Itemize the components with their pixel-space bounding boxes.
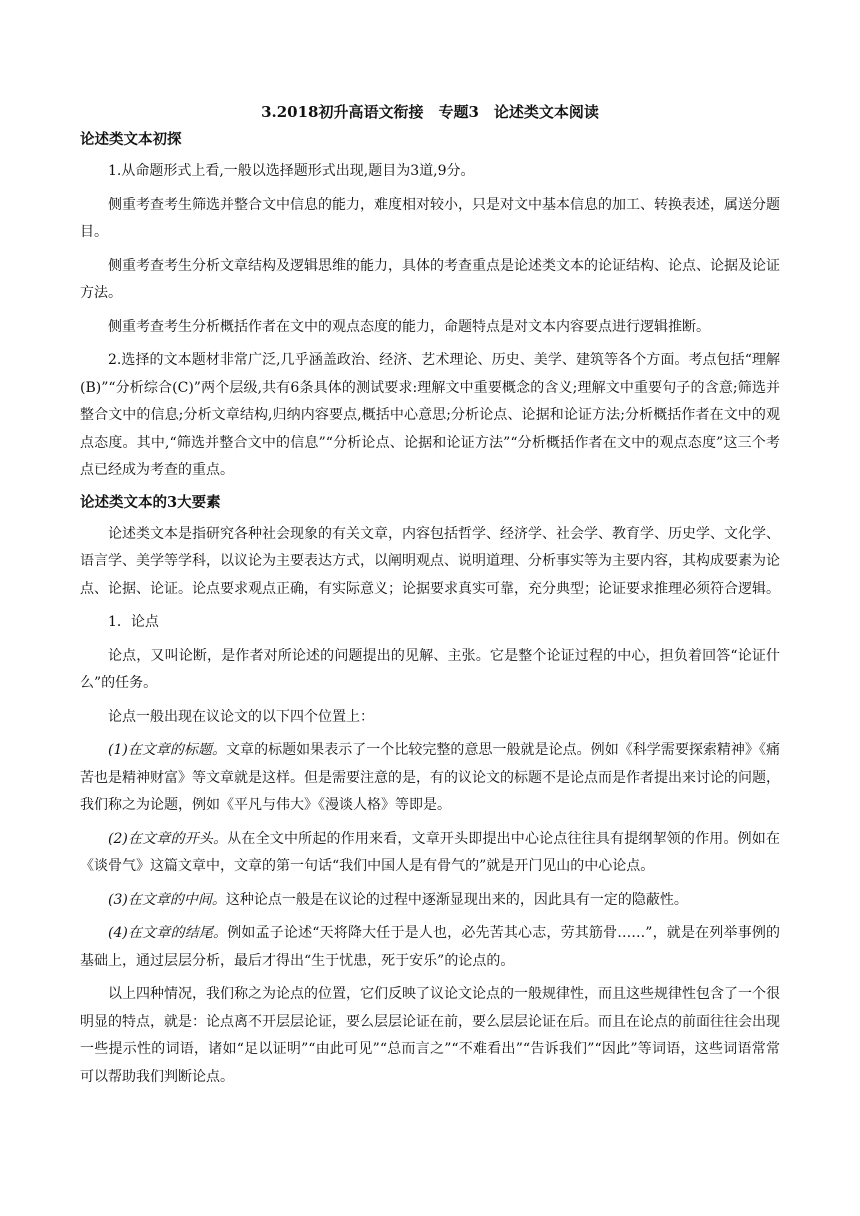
paragraph: 侧重考查考生分析文章结构及逻辑思维的能力，具体的考查重点是论述类文本的论证结构、论点、论据及论证方法。: [80, 257, 780, 301]
item-text: 例如孟子论述“天将降大任于是人也，必先苦其心志，劳其筋骨……”，就是在列举事例的基础上，通过层层分析，最后才得出“生于忧患，死于安乐”的论点的。: [80, 925, 780, 969]
paragraph: [80, 920, 780, 975]
item-lead: (2)在文章的开头。: [108, 830, 228, 847]
paragraph: 1.从命题形式上看,一般以选择题形式出现,题目为3道,9分。: [108, 163, 475, 179]
paragraph: [80, 826, 780, 881]
item-lead: (3)在文章的中间。: [108, 891, 226, 908]
paragraph: 侧重考查考生筛选并整合文中信息的能力，难度相对较小，只是对文中基本信息的加工、转换表述，属送分题目。: [80, 196, 780, 240]
paragraph: 侧重考查考生分析概括作者在文中的观点态度的能力，命题特点是对文本内容要点进行逻辑推断。: [108, 318, 710, 335]
item-text: 这种论点一般是在议论的过程中逐渐显现出来的，因此具有一定的隐蔽性。: [225, 891, 688, 908]
paragraph: 论点，又叫论断，是作者对所论述的问题提出的见解、主张。它是整个论证过程的中心，担负着回答“论证什么”的任务。: [80, 647, 780, 691]
document-title: 3.2018初升高语文衔接 专题3 论述类文本阅读: [261, 103, 599, 121]
item-text: 从在全文中所起的作用来看，文章开头即提出中心论点往往具有提纲挈领的作用。例如在《谈骨气》这篇文章中，文章的第一句话“我们中国人是有骨气的”就是开门见山的中心论点。: [80, 830, 780, 874]
paragraph: [80, 887, 780, 915]
item-lead: (1)在文章的标题。: [108, 742, 227, 758]
item-text: 文章的标题如果表示了一个比较完整的意思一般就是论点。例如《科学需要探索精神》《痛苦也是精神财富》等文章就是这样。但是需要注意的是，有的议论文的标题不是论点而是作者提出来讨论的问题，我们称之为论题，例如《平凡与伟大》《漫谈人格》等即是。: [80, 742, 780, 813]
section-heading-elements: 论述类文本的3大要素: [80, 493, 221, 511]
paragraph: 2.选择的文本题材非常广泛,几乎涵盖政治、经济、艺术理论、历史、美学、建筑等各个方面。考点包括“理解(B)”“分析综合(C)”两个层级,共有6条具体的测试要求:理解文中重要概念的含义;理解文中重要句子的含意;筛选并整合文中的信息;分析文章结构,归纳内容要点,概括中心意思;分析论点、论据和论证方法;分析概括作者在文中的观点态度。其中,“筛选并整合文中的信息”“分析论点、论据和论证方法”“分析概括作者在文中的观点态度”这三个考点已经成为考查的重点。: [80, 352, 780, 478]
section-heading-intro: 论述类文本初探: [80, 131, 182, 148]
paragraph: 论点一般出现在议论文的以下四个位置上：: [108, 708, 374, 725]
paragraph: [80, 737, 780, 820]
document-page: [80, 100, 780, 1097]
item-lead: (4)在文章的结尾。: [108, 925, 228, 941]
paragraph: 以上四种情况，我们称之为论点的位置，它们反映了议论文论点的一般规律性，而且这些规律性包含了一个很明显的特点，就是：论点离不开层层论证，要么层层论证在前，要么层层论证在后。而且在论点的前面往往会出现一些提示性的词语，诸如“足以证明”“由此可见”“总而言之”“不难看出”“告诉我们”“因此”等词语，这些词语常常可以帮助我们判断论点。: [80, 986, 780, 1085]
paragraph: 论述类文本是指研究各种社会现象的有关文章，内容包括哲学、经济学、社会学、教育学、历史学、文化学、语言学、美学等学科，以议论为主要表达方式，以阐明观点、说明道理、分析事实等为主要内容，其构成要素为论点、论据、论证。论点要求观点正确，有实际意义；论据要求真实可靠，充分典型；论证要求推理必须符合逻辑。: [80, 525, 780, 597]
paragraph: 1．论点: [108, 614, 159, 630]
